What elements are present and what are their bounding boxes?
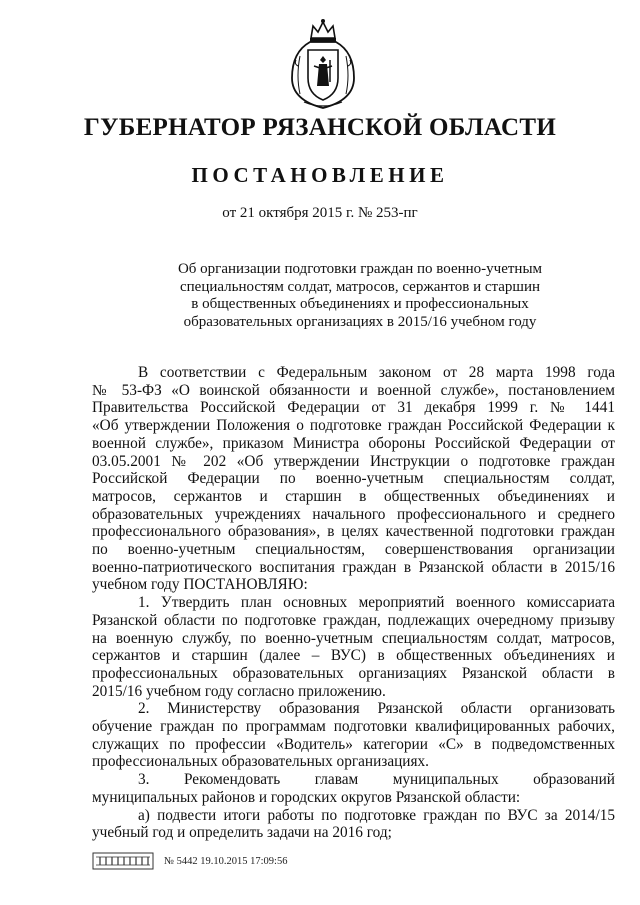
body-line: учебный год и определить задачи на 2016 год; [92, 824, 392, 842]
body-line: образовательных учреждениях начального профессионального и среднего [92, 505, 615, 523]
body-line: 2015/16 учебном году согласно приложению. [92, 682, 386, 700]
body-line: В соответствии с Федеральным законом от 28 марта 1998 года [138, 364, 615, 381]
body-line: учебном году ПОСТАНОВЛЯЮ: [92, 576, 308, 594]
governor-title: ГУБЕРНАТОР РЯЗАНСКОЙ ОБЛАСТИ [83, 114, 557, 141]
body-line: Правительства Российской Федерации от 31 декабря 1999 г. № 1441 [92, 399, 615, 417]
registration-number: № 5442 19.10.2015 17:09:56 [164, 855, 288, 867]
coat-of-arms-icon [286, 16, 360, 112]
decree-subject [160, 261, 560, 331]
body-line: а) подвести итоги работы по подготовке граждан по ВУС за 2014/15 [138, 806, 615, 824]
body-line: муниципальных районов и городских округов Рязанской области: [92, 788, 521, 806]
body-line: 2. Министерству образования Рязанской области организовать [138, 700, 615, 718]
body-line: 03.05.2001 № 202 «Об утверждении Инструкции о подготовке граждан [92, 452, 615, 470]
decree-title: ПОСТАНОВЛЕНИЕ [191, 163, 449, 187]
subject-line: образовательных организациях в 2015/16 учебном году [183, 313, 537, 330]
body-line: матросов, сержантов и старшин в общественных объединениях и [92, 487, 615, 505]
body-line: № 53-ФЗ «О воинской обязанности и военной службе», постановлением [92, 381, 615, 399]
body-line: профессиональных образовательных организациях Рязанской области в [92, 664, 615, 682]
body-line: на военную службу, по военно-учетным специальностям солдат, матросов, [92, 629, 615, 647]
decree-date-number: от 21 октября 2015 г. № 253-пг [222, 205, 418, 221]
body-line: 3. Рекомендовать главам муниципальных образований [138, 771, 615, 789]
body-line: профессионального образования», в целях качественной подготовки граждан [92, 523, 615, 541]
body-line: профессиональных образовательных организациях. [92, 753, 429, 771]
registration-footer [92, 849, 287, 873]
body-line: обучение граждан по программам подготовки квалифицированных рабочих, [92, 718, 615, 736]
body-line: по военно-учетным специальностям, совершенствования организации [92, 541, 615, 559]
body-line: военно-патриотического воспитания граждан в Рязанской области в 2015/16 [92, 558, 615, 576]
subject-line: в общественных объединениях и профессиональных [191, 296, 529, 312]
decree-body [92, 364, 615, 842]
body-line: Российской Федерации по военно-учетным специальностям солдат, [92, 470, 615, 488]
body-line: Рязанской области по подготовке граждан, подлежащих очередному призыву [92, 611, 615, 629]
body-line: служащих по профессии «Водитель» категории «С» в подведомственных [92, 735, 615, 753]
registry-stamp-icon [92, 851, 154, 871]
body-line: «Об утверждении Положения о подготовке граждан Российской Федерации к [92, 417, 615, 435]
body-line: военной службе», приказом Министра обороны Российской Федерации от [92, 434, 615, 452]
subject-line: специальностям солдат, матросов, сержантов и старшин [179, 278, 541, 295]
body-line: 1. Утвердить план основных мероприятий военного комиссариата [138, 594, 615, 612]
body-line: сержантов и старшин (далее – ВУС) в общественных объединениях и [92, 647, 615, 665]
subject-line: Об организации подготовки граждан по военно-учетным [177, 261, 543, 277]
